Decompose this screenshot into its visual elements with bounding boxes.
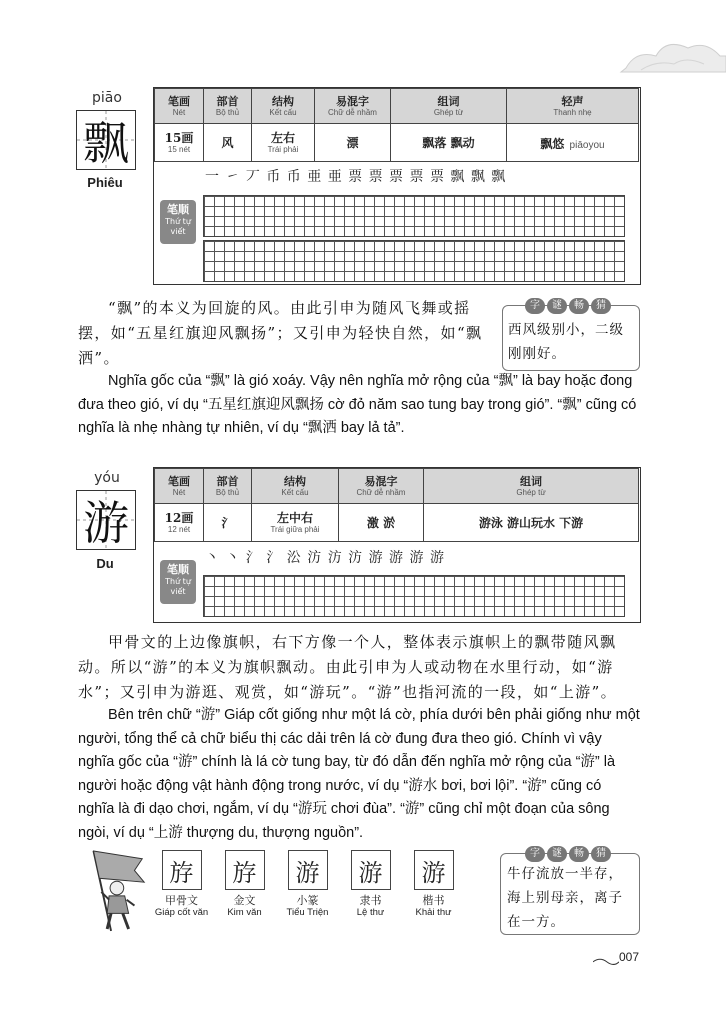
header-strokes: 笔画 <box>168 474 190 488</box>
header-words: 组词 <box>437 94 460 108</box>
stroke-order-piao: 一 ㇀ 丆 币 币 亜 亜 票 票 票 票 票 飘 飘 飘 <box>205 169 507 185</box>
character-you: 游 <box>83 496 129 550</box>
practice-grid-piao-2 <box>203 240 625 282</box>
script-clerical: 游 隶书 Lệ thư <box>339 850 402 919</box>
pinyin-piao: piāo <box>92 90 122 106</box>
header-radical: 部首 <box>216 474 239 488</box>
script-evolution <box>150 850 465 919</box>
value-confusable: 激 淤 <box>366 515 396 530</box>
header-structure: 结构 <box>272 94 294 108</box>
info-table-piao: 笔画 Nét 部首 Bộ thủ 结构 Kết cấu 易混字 Chữ dễ nhầm 组词 Ghép từ 轻声 Thanh nhẹ 15画 15 nét 风 左右 Trái phải 漂 飘落 飘动 飘悠 piāoyou <box>154 88 639 162</box>
page-number-decoration <box>593 956 619 966</box>
riddle-badges-piao: 字 谜 畅 猜 <box>525 298 611 314</box>
value-structure: 左中右 <box>276 510 313 525</box>
header-confusable: 易混字 <box>336 94 369 108</box>
explanation-zh-piao: “飘”的本义为回旋的风。由此引申为随风飞舞或摇摆，如“五星红旗迎风飘扬”；又引申为轻快自然，如“飘洒”。 <box>78 299 483 367</box>
explanation-vi-you: Bên trên chữ “游” Giáp cốt giống như một lá cờ, phía dưới bên phải giống như một người, tổng thể cả chữ biểu thị các dải trên lá cờ đung đưa theo gió. Chính vì vậy nghĩa gốc của “游” chính là lá cờ tung bay, từ đó dẫn đến nghĩa mở rộng của “游” là người hoặc động vật hành động trong nước, ví dụ “游水 bơi, bơi lội”. “游” cũng có nghĩa là đi dạo chơi, ngắm, ví dụ “游玩 chơi đùa”. “游” cũng chỉ một đoạn của sông ngòi, ví dụ “上游 thượng du, thượng nguồn”. <box>78 707 640 841</box>
script-oracle-bone: 斿 甲骨文 Giáp cốt văn <box>150 850 213 919</box>
flag-bearer-illustration <box>74 845 152 933</box>
value-words: 飘落 飘动 <box>422 135 475 150</box>
info-table-you: 笔画 Nét 部首 Bộ thủ 结构 Kết cấu 易混字 Chữ dễ nhầm 组词 Ghép từ 12画 12 nét 氵 左中右 Trái giữa phải 激 淤 游泳 游山玩水 下游 <box>154 468 639 542</box>
character-box-you <box>76 490 136 550</box>
character-box-piao <box>76 110 136 170</box>
vietnamese-name-phieu: Phiêu <box>87 175 123 190</box>
vietnamese-name-du: Du <box>96 556 114 571</box>
value-confusable: 漂 <box>346 135 359 150</box>
explanation-zh-you: 甲骨文的上边像旗帜，右下方像一个人，整体表示旗帜上的飘带随风飘动。所以“游”的本义为旗帜飘动。由此引申为人或动物在水里行动，如“游水”；又引申为游逛、观赏，如“游玩”。“游”也指河流的一段，如“上游”。 <box>78 633 618 701</box>
value-strokes: 15画 <box>164 130 194 145</box>
character-piao: 飘 <box>83 116 129 170</box>
practice-grid-you <box>203 575 625 617</box>
page-number: 007 <box>619 950 640 964</box>
riddle-text-piao: 西风级别小，二级刚刚好。 <box>508 322 624 362</box>
script-regular: 游 楷书 Khải thư <box>402 850 465 919</box>
script-small-seal: 游 小篆 Tiểu Triện <box>276 850 339 919</box>
riddle-badges-you: 字 谜 畅 猜 <box>525 846 611 862</box>
header-strokes: 笔画 <box>168 94 190 108</box>
header-structure: 结构 <box>284 474 306 488</box>
header-words: 组词 <box>520 474 542 488</box>
value-structure: 左右 <box>270 130 295 145</box>
pinyin-you: yóu <box>94 470 120 486</box>
value-neutral-tone: 飘悠 <box>540 137 565 151</box>
riddle-text-you: 牛仔流放一半存，海上别母亲，离子在一方。 <box>507 866 623 930</box>
value-radical: 风 <box>221 135 234 150</box>
stroke-order-label-piao: 笔顺 Thứ tự viết <box>160 200 196 244</box>
stroke-order-label-you: 笔顺 Thứ tự viết <box>160 560 196 604</box>
explanation-vi-piao: Nghĩa gốc của “飘” là gió xoáy. Vậy nên nghĩa mở rộng của “飘” là bay hoặc đong đưa theo gió, ví dụ “五星红旗迎风飘扬 cờ đỏ năm sao tung bay trong gió”. “飘” cũng có nghĩa là nhẹ nhàng tự nhiên, ví dụ “飘洒 bay lả tả”. <box>78 373 637 436</box>
value-radical: 氵 <box>221 515 234 530</box>
header-confusable: 易混字 <box>364 474 398 488</box>
header-neutral-tone: 轻声 <box>561 94 584 108</box>
value-strokes: 12画 <box>164 510 194 525</box>
script-bronze: 斿 金文 Kim văn <box>213 850 276 919</box>
value-words: 游泳 游山玩水 下游 <box>478 515 584 530</box>
stroke-order-you: 丶 丶 氵 氵 㳂 汸 汸 汸 游 游 游 游 <box>205 550 445 566</box>
practice-grid-piao-1 <box>203 195 625 237</box>
cloud-decoration <box>616 30 726 80</box>
header-radical: 部首 <box>216 94 239 108</box>
